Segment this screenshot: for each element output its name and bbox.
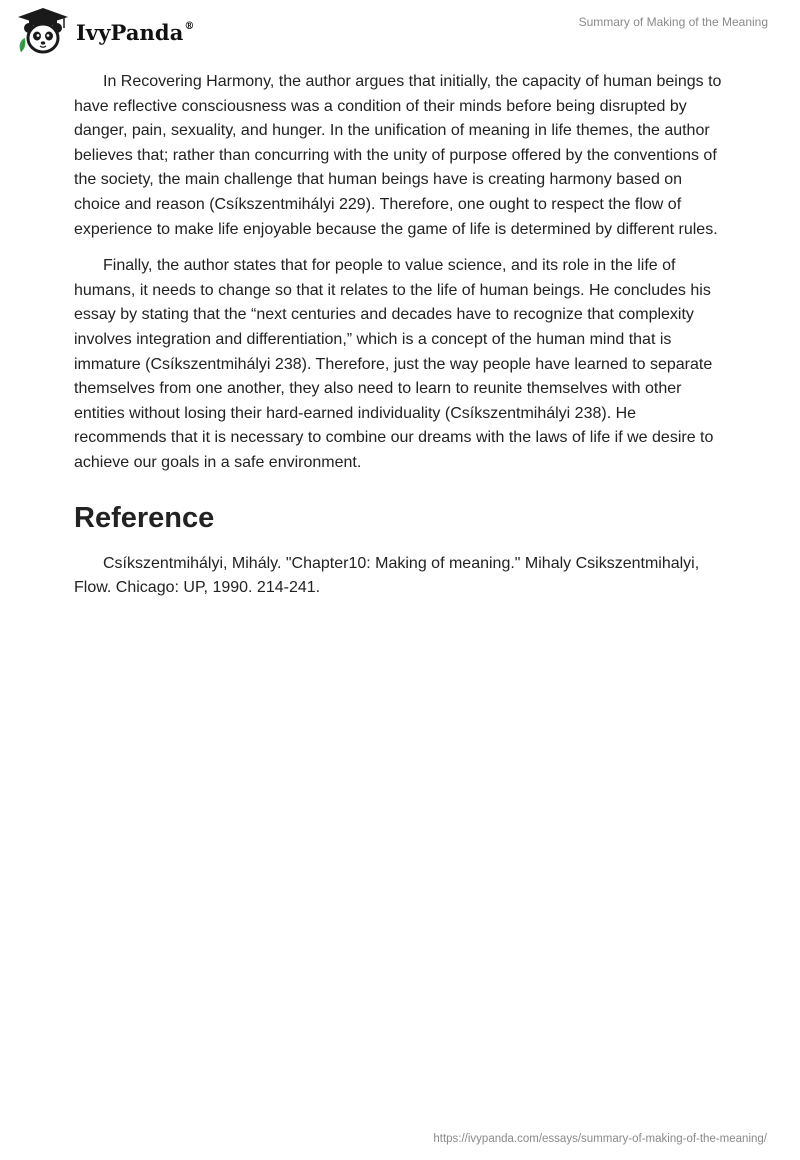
ivypanda-logo[interactable] xyxy=(14,6,195,56)
footer-source-url[interactable]: https://ivypanda.com/essays/summary-of-making-of-the-meaning/ xyxy=(433,1133,767,1145)
reference-entry: Csíkszentmihályi, Mihály. "Chapter10: Making of meaning." Mihaly Csikszentmihalyi, Flow. Chicago: UP, 1990. 214-241. xyxy=(74,554,700,597)
body-paragraph-2: Finally, the author states that for people to value science, and its role in the life of humans, it needs to change so that it relates to the life of human beings. He concludes his essay by stating that the “next centuries and decades have to recognize that complexity involves integration and differentiation,” which is a concept of the human mind that is immature (Csíkszentmihályi 238). Therefore, just the way people have learned to separate themselves from one another, they also need to learn to reunite themselves with other entities without losing their hard-earned individuality (Csíkszentmihályi 238). He recommends that it is necessary to combine our dreams with the laws of life if we desire to achieve our goals in a safe environment. xyxy=(74,257,714,471)
document-title: Summary of Making of the Meaning xyxy=(578,15,768,29)
brand-name: IvyPanda® xyxy=(76,19,195,45)
body-paragraph-1: In Recovering Harmony, the author argues that initially, the capacity of human beings to have reflective consciousness was a condition of their minds before being disrupted by danger, pain, sexuality, and hunger. In the unification of meaning in life themes, the author believes that; rather than concurring with the unity of purpose offered by the conventions of the society, the main challenge that human beings have is creating harmony based on choice and reason (Csíkszentmihályi 229). Therefore, one ought to respect the flow of experience to make life enjoyable because the game of life is determined by different rules. xyxy=(74,73,722,238)
essay-content xyxy=(74,70,726,613)
panda-graduation-icon xyxy=(14,6,72,56)
registered-mark: ® xyxy=(184,20,195,32)
page-header xyxy=(0,0,800,60)
reference-heading: Reference xyxy=(74,501,215,534)
